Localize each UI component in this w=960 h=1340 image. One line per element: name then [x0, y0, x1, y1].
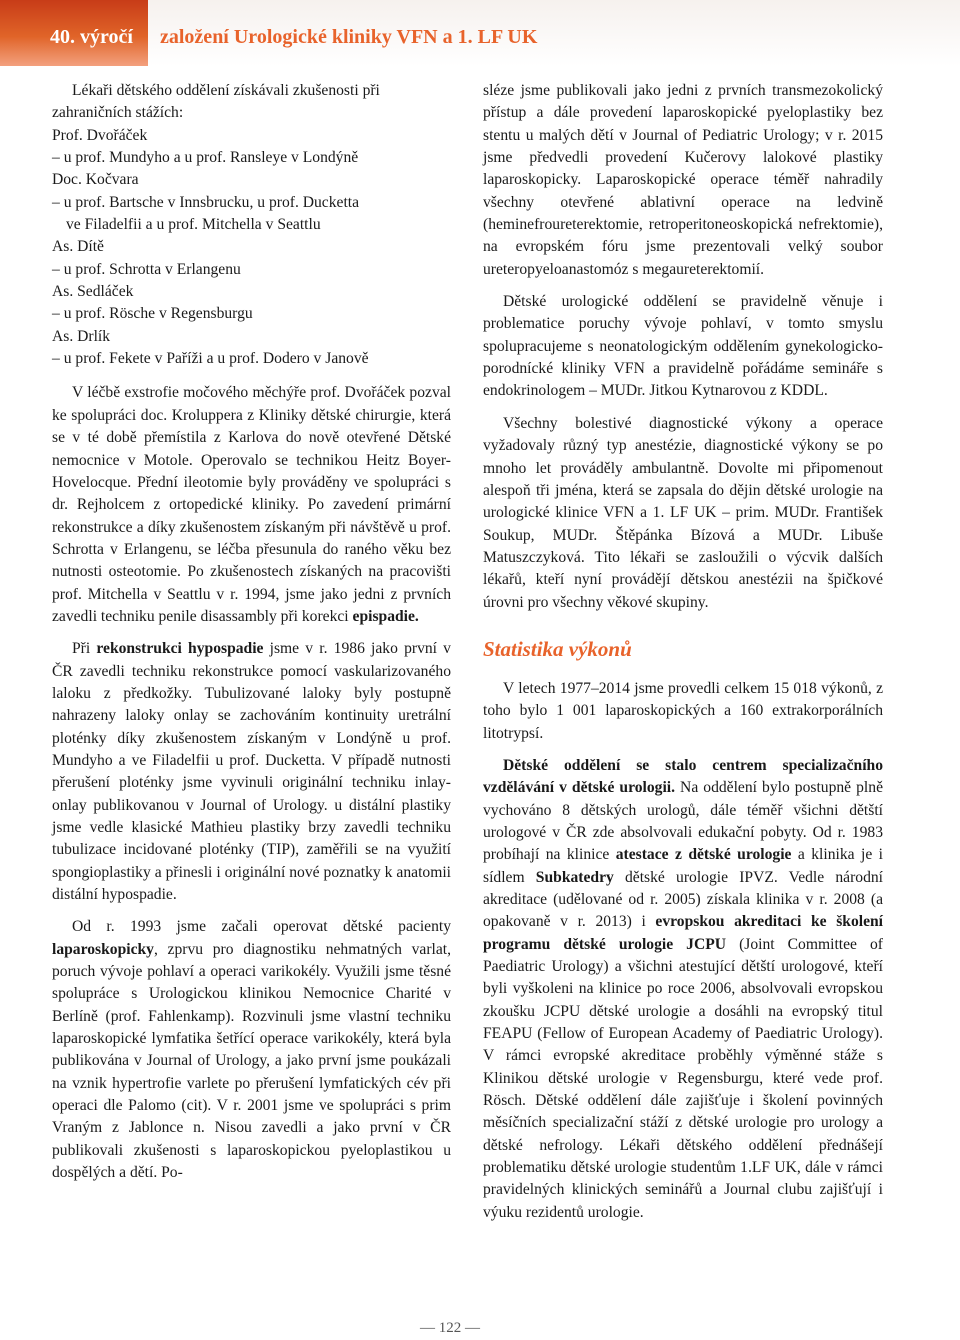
paragraph-text: Dětské urologické oddělení se pravidelně věnuje i problematice poruchy vývoje pohlaví, v tomto smyslu spolupracujeme s neonatologickým oddělením gynekologicko-porodnícké kliniky VFN a pravidelně pořádáme semináře s endokrinologem – MUDr. Jitkou Kytnarovou z KDDL.: [483, 293, 883, 400]
anniversary-label: 40. výročí: [50, 26, 133, 48]
internship-detail: – u prof. Mundyho a u prof. Ransleye v Londýně: [52, 149, 359, 167]
internship-detail: – u prof. Fekete v Paříži a u prof. Dodero v Janově: [52, 350, 369, 368]
paragraph-text: (Joint Committee of Paediatric Urology) a všichni atestující dětští urologové, kteří byli vyškoleni na klinice po roce 2006, absolvovali evropskou zkoušku JCPU dětské urologie a dosáhli na evropský titul FEAPU (Fellow of European Academy of Paediatric Urology). V rámci evropské akreditace proběhly výměnné stáže s Klinikou dětské urologie v Regensburgu, které vede prof. Rösch. Dětské oddělení dále zajišťuje i školení povinných měsíčních specializační stáží z dětské urologie pro urology a dětské nefrology. Lékaři dětského oddělení přednášejí problematiku dětské urologie studentům 1.LF UK, dále v rámci pravidelných klinických seminářů a Journal clubu zajišťují i výuku rezidentů urologie.: [483, 935, 883, 1221]
doctor-name: As. Sedláček: [52, 283, 134, 301]
left-column: [52, 80, 451, 1195]
running-title: založení Urologické kliniky VFN a 1. LF UK: [160, 26, 538, 48]
anniversary-tab: [0, 0, 148, 66]
doctor-name: Doc. Kočvara: [52, 171, 139, 189]
bold-term: Subkatedry: [535, 868, 614, 886]
anesthesia-paragraph: [483, 413, 883, 614]
bold-term: Dětské oddělení se stalo centrem specializačního vzdělávání v dětské urologii.: [483, 756, 883, 797]
intro-line: zahraničních stážích:: [52, 104, 184, 122]
doctor-name: As. Drlík: [52, 327, 111, 345]
doctor-name: As. Dítě: [52, 238, 104, 256]
bold-term: atestace z dětské urologie: [615, 846, 792, 864]
internship-detail: – u prof. Schrotta v Erlangenu: [52, 260, 241, 278]
hypospadias-paragraph: [52, 638, 451, 906]
paragraph-text: Při: [72, 640, 91, 658]
intro-line: Lékaři dětského oddělení získávali zkušenosti při: [72, 82, 380, 99]
bold-term: epispadie.: [352, 607, 419, 625]
exstrophy-paragraph: [52, 382, 451, 628]
paragraph-text: a klinika je i sídlem: [483, 846, 883, 886]
paragraph-text: Od r. 1993 jsme začali operovat dětské pacienty: [72, 918, 451, 936]
internship-detail: – u prof. Rösche v Regensburgu: [52, 305, 253, 323]
paragraph-text: dětské urologie IPVZ. Vedle národní akreditace (udělované od r. 2005) získala klinika v r. 2008 (a opakovaně v r. 2013) i: [483, 868, 884, 931]
bold-term: rekonstrukci hypospadie: [96, 640, 264, 658]
education-paragraph: [483, 755, 883, 1224]
laparoscopy-continued-paragraph: [483, 80, 883, 281]
laparoscopy-paragraph: [52, 916, 451, 1184]
paragraph-text: V letech 1977–2014 jsme provedli celkem 15 018 výkonů, z toho bylo 1 001 laparoskopických a 160 extrakorporálních litotrypsí.: [483, 679, 883, 742]
section-heading-statistics: Statistika výkonů: [483, 636, 632, 661]
dsd-paragraph: [483, 291, 883, 403]
paragraph-text: Na oddělení bylo postupně plně vychováno 8 dětských urologů, dále téměř všichni dětští urologové v ČR zde absolvovali edukační pobyty. Od r. 1983 probíhají na klinice: [483, 779, 883, 864]
internship-detail: – u prof. Bartsche v Innsbrucku, u prof. Ducketta: [52, 193, 360, 211]
internship-detail: ve Filadelfii a u prof. Mitchella v Seattlu: [66, 216, 321, 234]
page-number: — 122 —: [420, 1320, 480, 1336]
bold-term: evropskou akreditaci ke školení programu dětské urologie JCPU: [483, 913, 884, 953]
paragraph-text: sléze jsme publikovali jako jedni z prvních transmezokolický přístup a dále provedení laparoskopické pyeloplastiky bez stentu u malých dětí v Journal of Pediatric Urology; v r. 2015 jsme předvedli provedení Kučerovy lalokové plastiky laparoskopicky. Laparoskopické operace téměř nahradily všechny otevřené ablativní operace na ledvině (heminefroureterektomie, retroperitoneoskopická nefrektomie), na evropském fóru jsme prezentovali velký soubor ureteropyeloanastomóz s megaureterektomií.: [483, 82, 883, 278]
page-header: [0, 0, 960, 66]
paragraph-text: , zprvu pro diagnostiku nehmatných varlat, poruch vývoje pohlaví a operaci varikokély. Využili jsme těsné spolupráce s Urologickou klinikou Nemocnice Charité v Berlíně (prof. Fahlenkamp). Rozvinuli jsme vlastní techniku laparoskopické lymfatika šetřící operace varikokély, která byla publikována v Journal of Urology, a jako první jsme poukázali na vznik hypertrofie varlete po přerušení lymfatických cév při operaci dle Palomo (cit). V r. 2001 jsme ve spolupráci s prim Vraným z Jablonce n. Nisou zavedli a jako první v ČR publikovali zkušenosti s laparoskopickou pyeloplastikou u dospělých a dětí. Po-: [52, 940, 451, 1182]
paragraph-text: V léčbě exstrofie močového měchýře prof. Dvořáček pozval ke spolupráci doc. Kroluppera z Kliniky dětské chirurgie, která se v té době přemístila z Karlova do nově otevřené Dětské nemocnice v Motole. Operovalo se technikou Heitz Boyer-Hovelocque. Přední ileotomie byly prováděny ve spolupráci s dr. Rejholcem z ortopedické kliniky. Po zavedení primární rekonstrukce a díky zkušenostem získaným při návštěvě u prof. Schrotta v Erlangenu, se léčba přesunula do raného věku bez nutnosti osteotomie. Po zkušenostech získaných na pracovišti prof. Mitchella v Seattlu v r. 1994, jsme jako jedni z prvních zavedli techniku penile disassambly při korekci: [52, 384, 451, 625]
paragraph-text: Všechny bolestivé diagnostické výkony a operace vyžadovaly různý typ anestézie, diagnostické výkony se po mnoho let prováděly ambulantně. Dovolte mi připomenout alespoň tři jména, která se zapsala do dějin dětské urologie na urologické klinice VFN a 1. LF UK – prim. MUDr. František Soukup, MUDr. Štěpánka Bízová a MUDr. Libuše Matuszczyková. Tito lékaři se zasloužili o výcvik dalších lékařů, kteří nyní provádějí dětskou anestézii na špičkové úrovni pro všechny věkové skupiny.: [483, 414, 883, 611]
paragraph-text: jsme v r. 1986 jako první v ČR zavedli techniku rekonstrukce pomocí vaskularizovaného laloku z předkožky. Tubulizované laloky byly postupně nahrazeny laloky onlay se zachováním kontinuity uretrální ploténky díky zkušenostem získaným v Londýně u prof. Mundyho a ve Filadelfii u prof. Ducketta. V případě nutnosti přerušení ploténky jsme vyvinuli originální techniku inlay-onlay publikovanou v Journal of Urology. u distální plastiky jsme vedle klasické Mathieu plastiky brzy zavedli techniku tubulizace incidované ploténky (TIP), zaměřili se na využití spongioplastiky a přinesli i originální nové poznatky k anatomii distální hypospadie.: [52, 640, 451, 904]
right-column: [483, 80, 883, 1234]
bold-term: laparoskopicky: [52, 940, 154, 958]
statistics-paragraph: [483, 678, 883, 745]
doctor-name: Prof. Dvořáček: [52, 126, 148, 144]
internship-list: [52, 80, 451, 370]
